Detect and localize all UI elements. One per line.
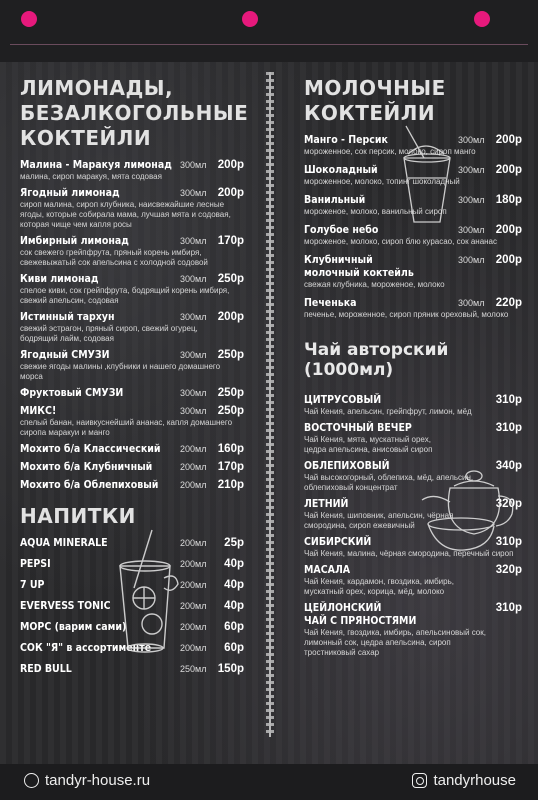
item-volume: 200мл xyxy=(180,601,207,611)
lemonade-item xyxy=(20,187,244,230)
item-name: Голубое небо xyxy=(304,224,379,236)
item-description: мороженное, молоко, топинг шоколадный xyxy=(304,177,460,186)
item-name: Мохито б/а Классический xyxy=(20,443,161,455)
item-description: свежий эстрагон, пряный сироп, свежий огурец, бодрящий лайм, содовая xyxy=(20,324,198,343)
item-description: Чай Кения, малина, чёрная смородина, перечный сироп xyxy=(304,549,514,558)
item-name: МАСАЛА xyxy=(304,564,351,576)
item-name: ЦЕЙЛОНСКИЙ ЧАЙ С ПРЯНОСТЯМИ xyxy=(304,602,417,627)
item-name: Мохито б/а Клубничный xyxy=(20,461,153,473)
item-price: 60р xyxy=(224,642,244,654)
item-price: 250р xyxy=(217,387,244,399)
item-name: RED BULL xyxy=(20,663,72,675)
item-price: 25р xyxy=(224,537,244,549)
lemonade-item xyxy=(20,479,244,492)
top-line xyxy=(10,44,528,45)
item-name: ВОСТОЧНЫЙ ВЕЧЕР xyxy=(304,422,412,434)
item-volume: 300мл xyxy=(180,312,207,322)
milkshakes-title: МОЛОЧНЫЕ КОКТЕЙЛИ xyxy=(304,76,446,125)
milkshake-item xyxy=(304,297,522,320)
item-name: ЦИТРУСОВЫЙ xyxy=(304,394,382,406)
instagram-icon xyxy=(412,773,427,788)
lemonade-item xyxy=(20,387,244,400)
item-price: 200р xyxy=(495,134,522,146)
item-volume: 200мл xyxy=(180,462,207,472)
item-price: 60р xyxy=(224,621,244,633)
lemonade-item xyxy=(20,235,244,268)
item-price: 200р xyxy=(217,311,244,323)
item-price: 310р xyxy=(495,536,522,548)
tea-item xyxy=(304,602,522,658)
item-name: Ванильный xyxy=(304,194,366,206)
item-name: Клубничный молочный коктейль xyxy=(304,254,414,279)
item-name: СОК "Я" в ассортименте xyxy=(20,642,152,654)
item-volume: 300мл xyxy=(180,388,207,398)
item-name: ОБЛЕПИХОВЫЙ xyxy=(304,460,390,472)
item-name: Истинный тархун xyxy=(20,311,115,323)
item-volume: 200мл xyxy=(180,538,207,548)
item-volume: 300мл xyxy=(458,225,485,235)
item-price: 250р xyxy=(217,273,244,285)
lemonade-item xyxy=(20,443,244,456)
lemonade-item xyxy=(20,311,244,344)
item-description: мороженое, молоко, сироп блю курасао, сок ананас xyxy=(304,237,498,246)
item-price: 180р xyxy=(495,194,522,206)
item-volume: 300мл xyxy=(458,298,485,308)
item-volume: 200мл xyxy=(180,580,207,590)
item-description: мороженое, молоко, ванильный сироп xyxy=(304,207,447,216)
item-name: ЛЕТНИЙ xyxy=(304,498,349,510)
milkshake-glass-sketch-icon xyxy=(396,124,458,226)
item-description: Чай Кения, шиповник, апельсин, чёрная смородина, сироп ежевичный xyxy=(304,511,454,530)
item-description: свежие ягоды малины ,клубники и нашего домашнего морса xyxy=(20,362,221,381)
tea-item xyxy=(304,394,522,417)
item-volume: 200мл xyxy=(180,643,207,653)
item-name: МИКС! xyxy=(20,405,57,417)
website-text: tandyr-house.ru xyxy=(45,772,151,789)
item-price: 200р xyxy=(217,159,244,171)
item-volume: 300мл xyxy=(180,160,207,170)
item-volume: 300мл xyxy=(180,406,207,416)
item-price: 310р xyxy=(495,394,522,406)
item-volume: 300мл xyxy=(180,188,207,198)
item-price: 200р xyxy=(217,187,244,199)
item-description: спелый банан, наивкуснейший ананас, капля домашнего сиропа маракуи и манго xyxy=(20,418,233,437)
item-description: сироп малина, сироп клубника, наисвежайшие лесные ягоды, которые собирала мама, лучшая мята и содовая, которая чище чем капля росы xyxy=(20,200,231,229)
tea-title: Чай авторский (1000мл) xyxy=(304,340,449,380)
item-price: 210р xyxy=(217,479,244,491)
lemonades-list xyxy=(20,159,244,492)
item-price: 150р xyxy=(217,663,244,675)
item-price: 170р xyxy=(217,461,244,473)
tea-item xyxy=(304,422,522,455)
item-name: МОРС (варим сами) xyxy=(20,621,127,633)
instagram-link[interactable] xyxy=(412,772,516,789)
item-description: Чай Кения, апельсин, грейпфрут, лимон, мёд xyxy=(304,407,472,416)
drink-item xyxy=(20,663,244,676)
item-volume: 200мл xyxy=(180,480,207,490)
lemonade-item xyxy=(20,405,244,438)
milkshake-item xyxy=(304,224,522,247)
item-price: 320р xyxy=(495,564,522,576)
item-volume: 200мл xyxy=(180,622,207,632)
item-description: спелое киви, сок грейпфрута, бодрящий корень имбиря, свежий апельсин, содовая xyxy=(20,286,230,305)
cocktail-glass-sketch-icon xyxy=(112,528,184,658)
item-volume: 200мл xyxy=(180,559,207,569)
item-description: мороженное, сок персик, молоко, сироп манго xyxy=(304,147,476,156)
item-price: 40р xyxy=(224,579,244,591)
pink-dot-center xyxy=(242,11,258,27)
item-name: EVERVESS TONIC xyxy=(20,600,111,612)
website-link[interactable] xyxy=(24,772,150,789)
item-volume: 200мл xyxy=(180,444,207,454)
instagram-text: tandyrhouse xyxy=(433,772,516,789)
item-name: Манго - Персик xyxy=(304,134,388,146)
item-description: печенье, мороженное, сироп пряник ореховый, молоко xyxy=(304,310,509,319)
item-volume: 300мл xyxy=(458,195,485,205)
column-divider xyxy=(266,72,274,737)
item-description: Чай высокогорный, облепиха, мёд, апельсин, облепиховый концентрат xyxy=(304,473,474,492)
lemonade-item xyxy=(20,349,244,382)
item-price: 250р xyxy=(217,405,244,417)
item-volume: 300мл xyxy=(180,236,207,246)
item-name: Киви лимонад xyxy=(20,273,99,285)
item-price: 310р xyxy=(495,602,522,614)
tea-item xyxy=(304,564,522,597)
item-name: PEPSI xyxy=(20,558,51,570)
footer xyxy=(0,764,538,800)
milkshake-item xyxy=(304,254,522,290)
item-name: Имбирный лимонад xyxy=(20,235,129,247)
item-name: СИБИРСКИЙ xyxy=(304,536,372,548)
item-volume: 300мл xyxy=(458,165,485,175)
top-bar xyxy=(0,0,538,62)
item-name: Мохито б/а Облепиховый xyxy=(20,479,159,491)
pink-dot-right xyxy=(474,11,490,27)
globe-icon xyxy=(24,773,39,788)
lemonade-item xyxy=(20,273,244,306)
item-price: 320р xyxy=(495,498,522,510)
item-volume: 300мл xyxy=(180,350,207,360)
item-description: малина, сироп маракуя, мята содовая xyxy=(20,172,162,181)
item-description: Чай Кения, мята, мускатный орех, цедра апельсина, анисовый сироп xyxy=(304,435,433,454)
item-name: 7 UP xyxy=(20,579,45,591)
item-name: Малина - Маракуя лимонад xyxy=(20,159,172,171)
item-name: Ягодный СМУЗИ xyxy=(20,349,110,361)
item-name: Шоколадный xyxy=(304,164,378,176)
item-name: AQUA MINERALE xyxy=(20,537,108,549)
lemonades-title: ЛИМОНАДЫ, БЕЗАЛКОГОЛЬНЫЕ КОКТЕЙЛИ xyxy=(20,76,249,150)
lemonade-item xyxy=(20,159,244,182)
item-description: сок свежего грейпфрута, пряный корень имбиря, свежевыжатый сок апельсина с холодной содовой xyxy=(20,248,208,267)
drinks-title: НАПИТКИ xyxy=(20,504,136,528)
teapot-sketch-icon xyxy=(418,462,522,562)
item-name: Ягодный лимонад xyxy=(20,187,120,199)
pink-dot-left xyxy=(21,11,37,27)
item-price: 160р xyxy=(217,443,244,455)
item-price: 40р xyxy=(224,600,244,612)
item-price: 340р xyxy=(495,460,522,472)
item-description: свежая клубника, мороженое, молоко xyxy=(304,280,445,289)
item-name: Печенька xyxy=(304,297,357,309)
item-price: 200р xyxy=(495,224,522,236)
item-description: Чай Кения, кардамон, гвоздика, имбирь, мускатный орех, корица, мёд, молоко xyxy=(304,577,454,596)
item-volume: 300мл xyxy=(180,274,207,284)
lemonade-item xyxy=(20,461,244,474)
item-price: 40р xyxy=(224,558,244,570)
item-volume: 300мл xyxy=(458,135,485,145)
item-price: 250р xyxy=(217,349,244,361)
item-description: Чай Кения, гвоздика, имбирь, апельсиновый сок, лимонный сок, цедра апельсина, сироп тростниковый сахар xyxy=(304,628,486,657)
item-price: 200р xyxy=(495,164,522,176)
item-price: 200р xyxy=(495,254,522,266)
item-price: 220р xyxy=(495,297,522,309)
item-name: Фруктовый СМУЗИ xyxy=(20,387,124,399)
item-price: 170р xyxy=(217,235,244,247)
item-price: 310р xyxy=(495,422,522,434)
item-volume: 250мл xyxy=(180,664,207,674)
item-volume: 300мл xyxy=(458,255,485,265)
